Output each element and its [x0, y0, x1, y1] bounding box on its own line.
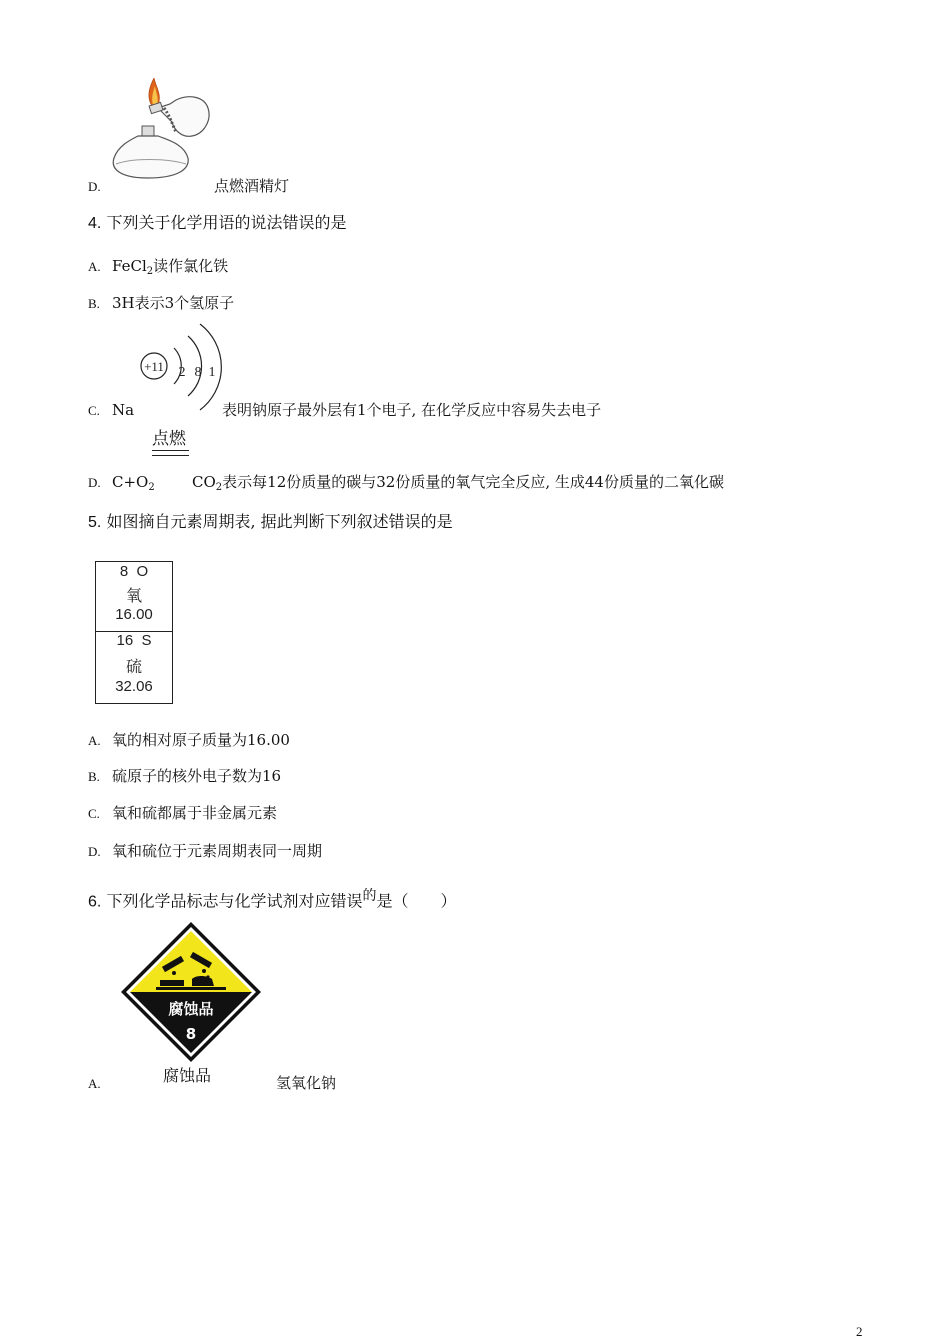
option-letter: B. [88, 296, 100, 311]
q3-option-d [88, 176, 112, 197]
sodium-atom-structure-diagram [134, 322, 224, 416]
question-number: 6. [88, 893, 102, 911]
corrosive-hazard-sign [120, 921, 262, 1063]
sign-yellow-top [130, 931, 252, 992]
q5-option-d [88, 841, 322, 862]
q5-option-b [88, 766, 281, 787]
shell-1-electrons: 2 [178, 365, 186, 380]
option-text: 氧的相对原子质量为16.00 [112, 731, 290, 749]
q5-stem [88, 511, 453, 534]
sign-caption: 腐蚀品 [163, 1066, 212, 1085]
reaction-arrow-double-line [152, 450, 189, 456]
option-text: 氧和硫都属于非金属元素 [112, 804, 278, 822]
q3-option-d-text: 点燃酒精灯 [214, 177, 290, 195]
option-letter: B. [88, 769, 100, 784]
q4-stem [88, 212, 346, 235]
element-header: 8 O [119, 563, 149, 580]
product-subscript: 2 [215, 482, 223, 493]
q4-option-d-text [192, 472, 724, 492]
q4-option-d [88, 472, 155, 493]
question-text: 下列化学品标志与化学试剂对应错误 [106, 891, 363, 911]
sign-class-number: 8 [185, 1025, 197, 1043]
formula-subscript: 2 [146, 266, 154, 277]
option-letter: A. [88, 733, 101, 748]
element-mass: 16.00 [115, 606, 153, 623]
reactants: C+O [112, 473, 149, 491]
q4-option-c [88, 400, 134, 421]
option-letter: D. [88, 179, 101, 194]
product: CO [192, 473, 216, 491]
periodic-table-excerpt [95, 561, 173, 704]
q4-option-a [88, 256, 228, 277]
q6-option-a-text: 氢氧化钠 [276, 1074, 337, 1092]
q6-stem [88, 885, 456, 913]
page-number: 2 [856, 1324, 863, 1339]
q4-option-c-text: 表明钠原子最外层有1个电子, 在化学反应中容易失去电子 [222, 401, 602, 419]
condition-text: 点燃 [152, 429, 186, 449]
nucleus-charge: +11 [144, 359, 164, 374]
q5-option-c [88, 803, 277, 824]
question-text-end: 是（ ） [376, 891, 457, 911]
question-text: 如图摘自元素周期表, 据此判断下列叙述错误的是 [106, 512, 453, 531]
alcohol-lamp-illustration [112, 78, 218, 182]
question-text: 下列关于化学用语的说法错误的是 [106, 213, 347, 232]
q6-option-a [88, 1073, 112, 1094]
question-text-superscript: 的 [362, 888, 377, 904]
q5-option-a [88, 730, 290, 751]
sign-label: 腐蚀品 [168, 1000, 214, 1018]
element-cell-oxygen [96, 562, 172, 632]
option-text: 硫原子的核外电子数为16 [112, 767, 282, 785]
element-name: 氧 [125, 586, 142, 605]
element-symbol: Na [112, 401, 135, 419]
shell-3-electrons: 1 [208, 365, 216, 380]
question-number: 4. [88, 215, 102, 232]
element-name: 硫 [125, 657, 142, 676]
reaction-condition [152, 428, 186, 450]
formula-fecl: FeCl [112, 257, 147, 275]
question-number: 5. [88, 514, 102, 531]
option-letter: C. [88, 403, 100, 418]
option-text: 读作氯化铁 [153, 257, 229, 275]
option-text: 氧和硫位于元素周期表同一周期 [112, 842, 323, 860]
option-text: 表示每12份质量的碳与32份质量的氧气完全反应, 生成44份质量的二氧化碳 [222, 473, 724, 491]
element-cell-sulfur [96, 632, 172, 704]
option-text: 3H表示3个氢原子 [112, 294, 235, 312]
reactant-subscript: 2 [148, 482, 155, 493]
option-letter: D. [88, 475, 101, 490]
option-letter: C. [88, 806, 100, 821]
option-letter: A. [88, 259, 101, 274]
element-mass: 32.06 [115, 678, 153, 695]
element-header: 16 S [116, 632, 152, 649]
option-letter: D. [88, 844, 101, 859]
q4-option-b [88, 293, 234, 314]
shell-2-electrons: 8 [194, 365, 202, 380]
option-letter: A. [88, 1076, 101, 1091]
